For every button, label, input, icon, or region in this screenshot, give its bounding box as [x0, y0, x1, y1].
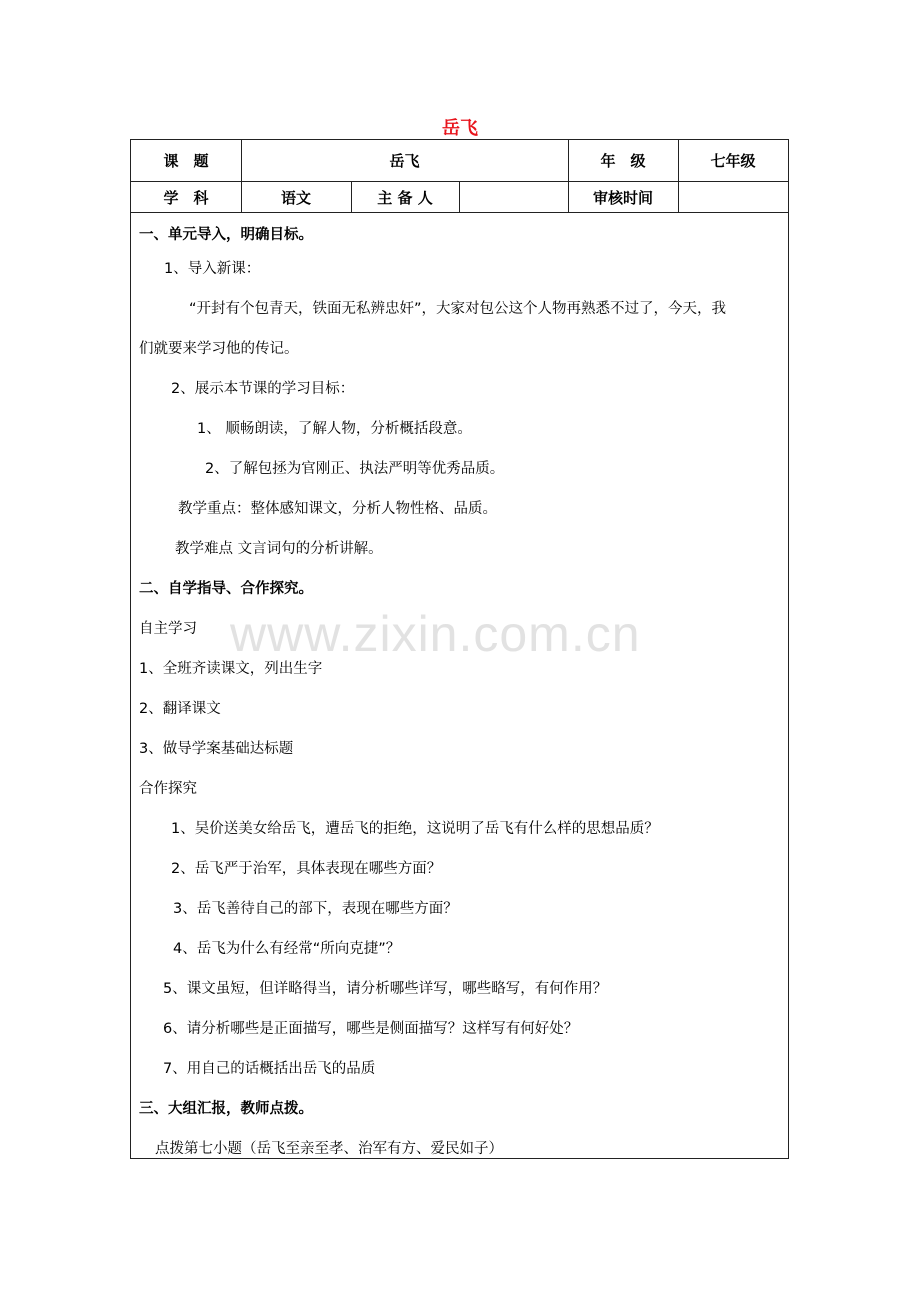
- label-preparer: 主 备 人: [377, 188, 433, 207]
- section-3-heading: 三、大组汇报，教师点拨。: [139, 1101, 313, 1117]
- question-2: 2、岳飞严于治军，具体表现在哪些方面？: [171, 861, 442, 877]
- grade-value: 七年级: [710, 152, 756, 170]
- section-2-heading: 二、自学指导、合作探究。: [139, 581, 313, 597]
- label-review-time: 审核时间: [592, 188, 653, 207]
- intro-paragraph-line-1: “开封有个包青天，铁面无私辨忠奸”，大家对包公这个人物再熟悉不过了，今天，我: [189, 301, 727, 317]
- goals-item: 2、展示本节课的学习目标：: [171, 381, 355, 397]
- self-study-2: 2、翻译课文: [139, 701, 221, 717]
- header-row-1: [131, 140, 788, 182]
- question-3: 3、岳飞善待自己的部下，表现在哪些方面？: [173, 901, 458, 917]
- question-1: 1、吴价送美女给岳飞，遭岳飞的拒绝，这说明了岳飞有什么样的思想品质？: [171, 821, 659, 837]
- topic-value: 岳飞: [389, 152, 420, 170]
- question-5: 5、课文虽短，但详略得当，请分析哪些详写，哪些略写，有何作用？: [163, 981, 608, 997]
- goal-2: 2、了解包拯为官刚正、执法严明等优秀品质。: [205, 461, 505, 477]
- section-1-heading: 一、单元导入，明确目标。: [139, 227, 313, 243]
- header-row-2: [131, 182, 788, 213]
- teaching-focus: 教学重点：整体感知课文，分析人物性格、品质。: [178, 501, 497, 517]
- self-study-label: 自主学习: [139, 621, 197, 637]
- page-title: 岳飞: [442, 118, 478, 139]
- question-6: 6、请分析哪些是正面描写，哪些是侧面描写？这样写有何好处？: [163, 1021, 579, 1037]
- intro-item: 1、导入新课：: [164, 261, 261, 277]
- label-grade: 年 级: [600, 152, 646, 170]
- intro-paragraph-line-2: 们就要来学习他的传记。: [139, 341, 299, 357]
- self-study-1: 1、全班齐读课文，列出生字: [139, 661, 323, 677]
- cooperative-label: 合作探究: [139, 781, 197, 797]
- self-study-3: 3、做导学案基础达标题: [139, 741, 294, 757]
- preparer-value: [459, 182, 568, 212]
- review-time-value: [678, 182, 788, 212]
- teaching-difficulty: 教学难点 文言词句的分析讲解。: [175, 541, 383, 557]
- label-topic: 课 题: [163, 152, 209, 170]
- question-7: 7、用自己的话概括出岳飞的品质: [163, 1061, 376, 1077]
- watermark: www.zixin.com.cn: [230, 606, 641, 662]
- section-3-paragraph: 点拨第七小题（岳飞至亲至孝、治军有方、爱民如子）: [155, 1141, 503, 1157]
- question-4: 4、岳飞为什么有经常“所向克捷”？: [173, 941, 401, 957]
- goal-1: 1、 顺畅朗读，了解人物，分析概括段意。: [197, 421, 472, 437]
- subject-value: 语文: [280, 188, 311, 207]
- label-subject: 学 科: [163, 188, 209, 207]
